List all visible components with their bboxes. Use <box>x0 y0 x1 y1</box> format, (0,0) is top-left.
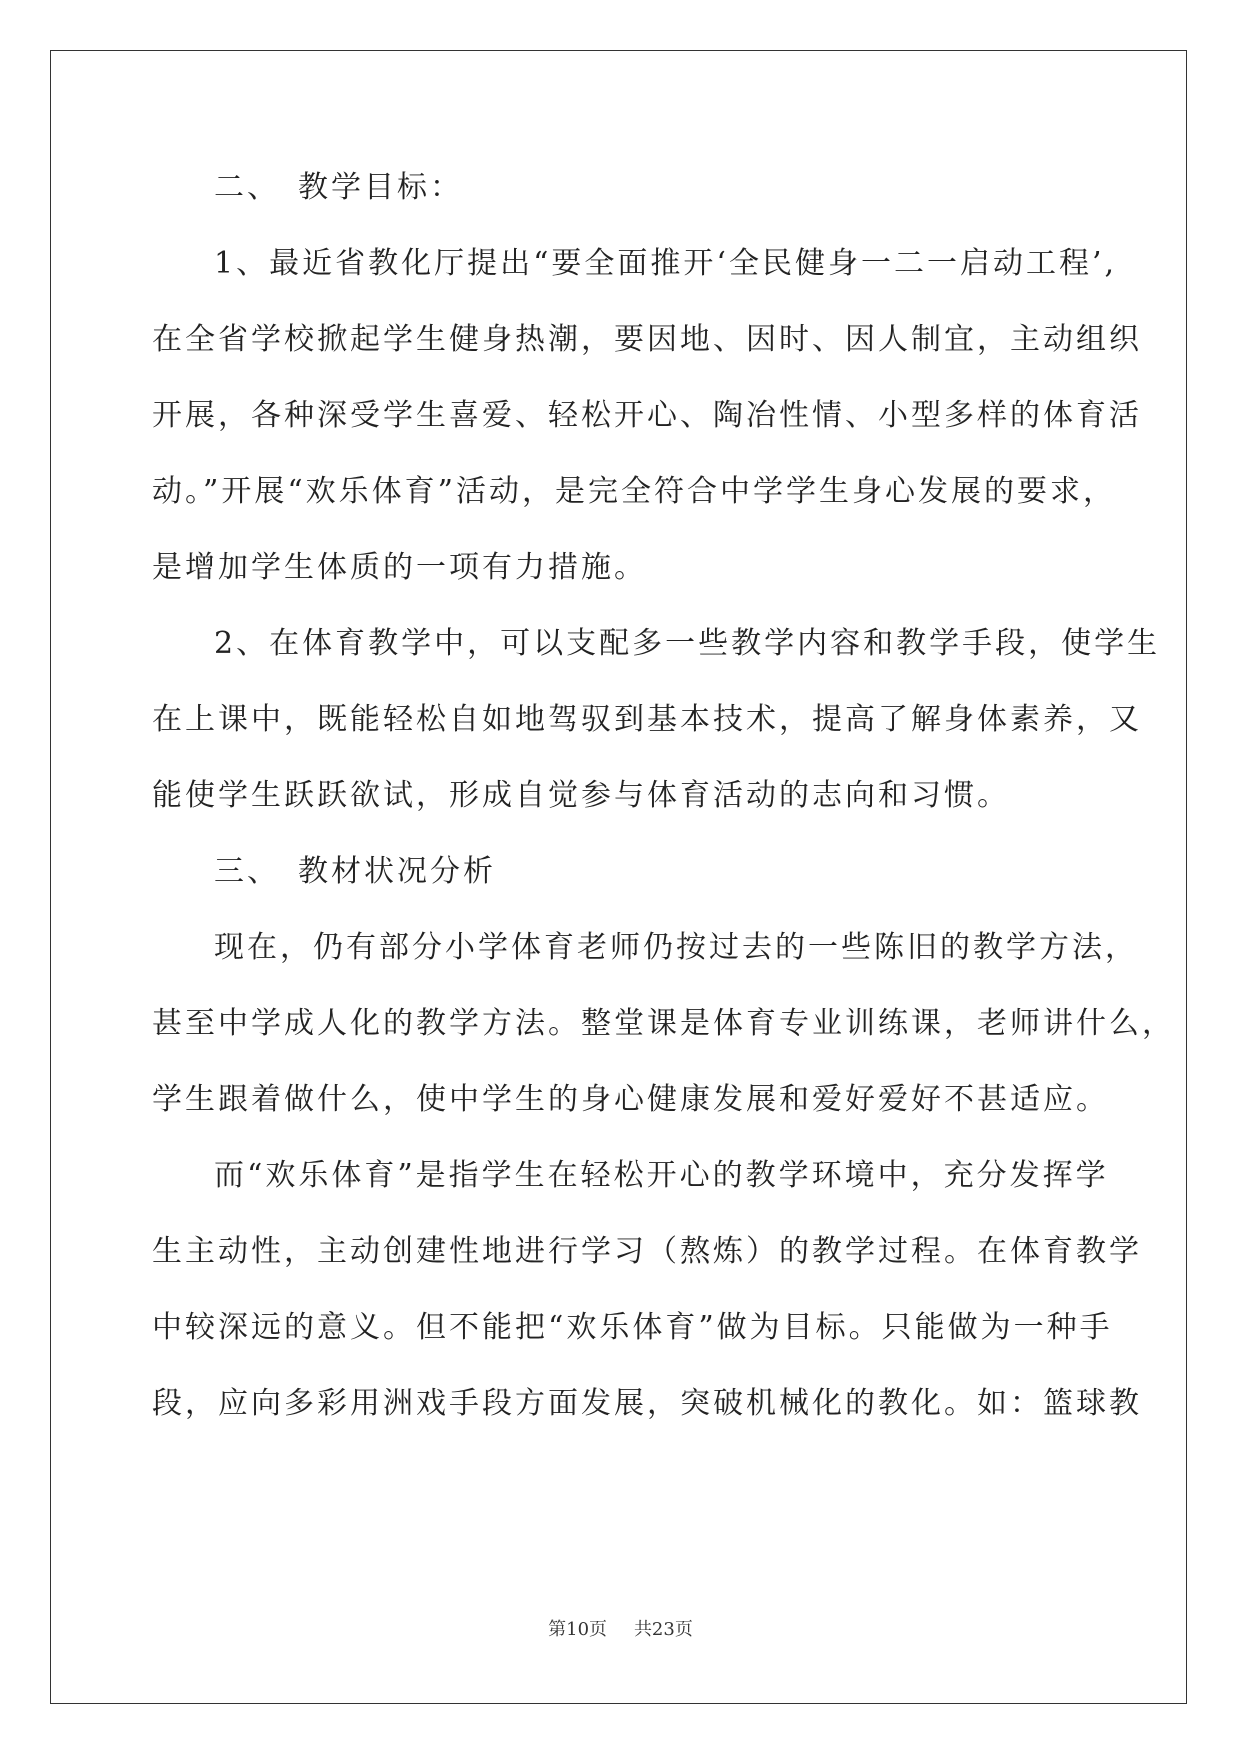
paragraph-line: 生主动性，主动创建性地进行学习（熬炼）的教学过程。在体育教学 <box>152 1234 1142 1269</box>
page-total: 共23页 <box>633 1619 693 1640</box>
paragraph-line: 能使学生跃跃欲试，形成自觉参与体育活动的志向和习惯。 <box>152 778 1010 813</box>
page-number: 第10页 <box>548 1619 608 1640</box>
paragraph-line: 动。”开展“欢乐体育”活动，是完全符合中学学生身心发展的要求， <box>152 474 1117 509</box>
paragraph-line: 在上课中，既能轻松自如地驾驭到基本技术，提高了解身体素养，又 <box>152 702 1142 737</box>
section-heading-2: 二、 教学目标： <box>214 170 463 205</box>
paragraph-line: 现在，仍有部分小学体育老师仍按过去的一些陈旧的教学方法， <box>214 930 1138 965</box>
paragraph-line: 甚至中学成人化的教学方法。整堂课是体育专业训练课，老师讲什么， <box>152 1006 1175 1041</box>
paragraph-line: 1、最近省教化厅提出“要全面推开‘全民健身一二一启动工程’, <box>214 246 1118 281</box>
paragraph-line: 段，应向多彩用洲戏手段方面发展，突破机械化的教化。如：篮球教 <box>152 1386 1142 1421</box>
paragraph-line: 开展，各种深受学生喜爱、轻松开心、陶冶性情、小型多样的体育活 <box>152 398 1142 433</box>
paragraph-line: 是增加学生体质的一项有力措施。 <box>152 550 647 585</box>
page-footer <box>0 1618 1241 1642</box>
paragraph-line: 学生跟着做什么，使中学生的身心健康发展和爱好爱好不甚适应。 <box>152 1082 1109 1117</box>
paragraph-line: 2、在体育教学中，可以支配多一些教学内容和教学手段，使学生 <box>214 626 1161 661</box>
paragraph-line: 在全省学校掀起学生健身热潮，要因地、因时、因人制宜，主动组织 <box>152 322 1142 357</box>
paragraph-line: 而“欢乐体育”是指学生在轻松开心的教学环境中，充分发挥学 <box>214 1158 1109 1193</box>
paragraph-line: 中较深远的意义。但不能把“欢乐体育”做为目标。只能做为一种手 <box>152 1310 1113 1345</box>
section-heading-3: 三、 教材状况分析 <box>214 854 496 889</box>
